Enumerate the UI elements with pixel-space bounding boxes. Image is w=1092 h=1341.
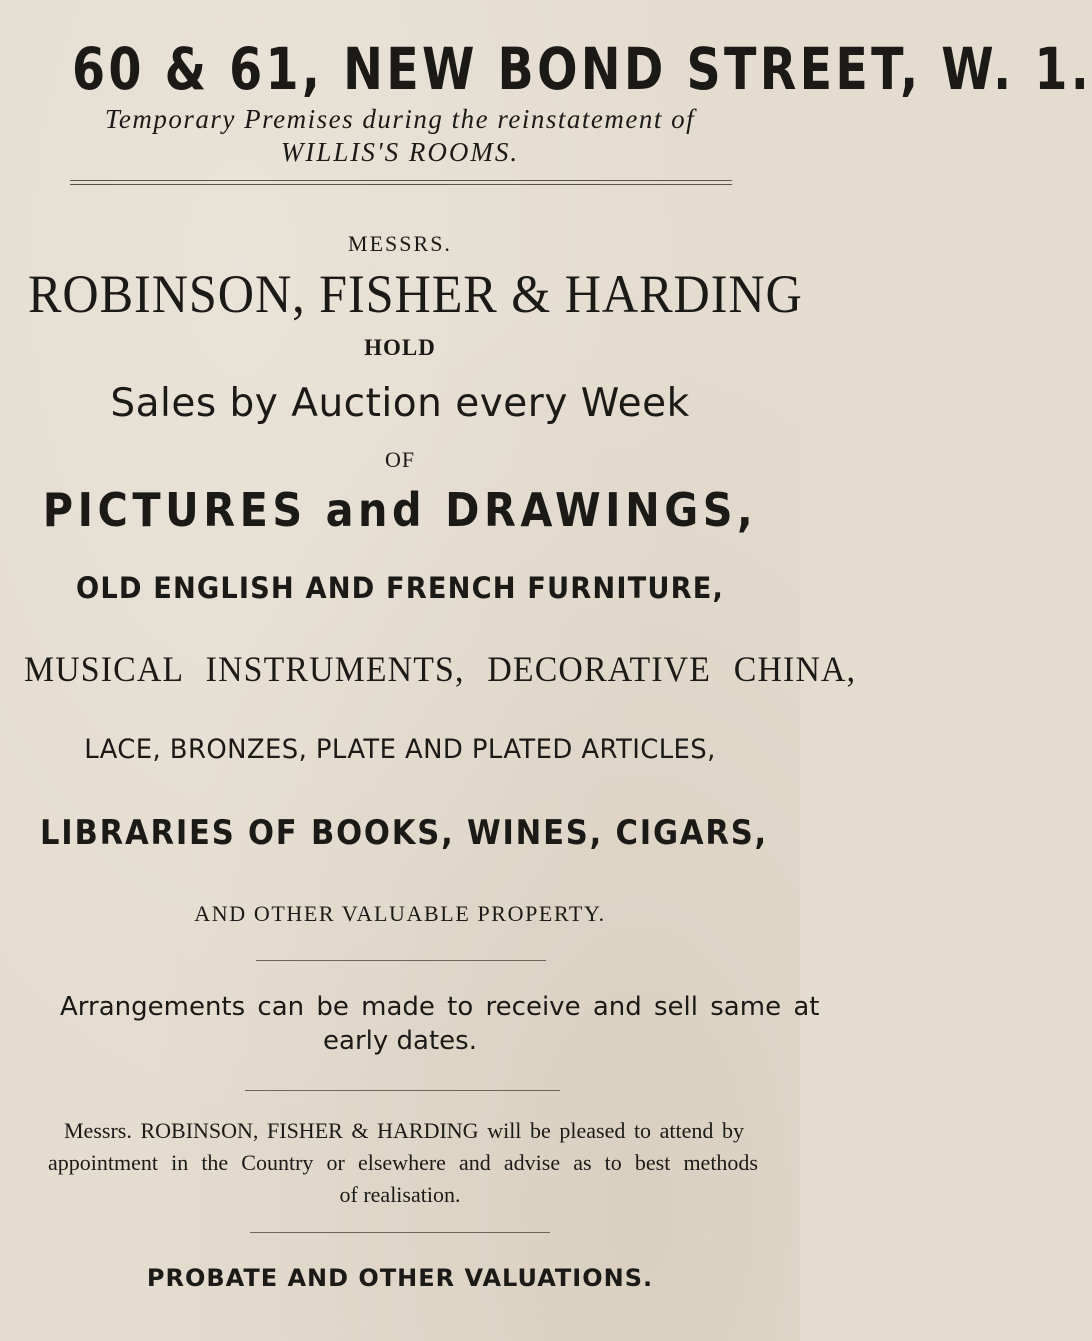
header-divider-bottom (70, 184, 732, 185)
notice-messrs: Messrs. (64, 1118, 132, 1143)
of-label: OF (384, 447, 416, 472)
section-divider (245, 1090, 560, 1091)
firm-name: ROBINSON, FISHER & HARDING (28, 264, 803, 324)
notice-firm-names: ROBINSON, FISHER & HARDING (140, 1118, 479, 1143)
category-furniture: OLD ENGLISH AND FRENCH FURNITURE, (76, 571, 724, 605)
sales-line: Sales by Auction every Week (110, 381, 690, 426)
notice-line-2: appointment in the Country or elsewhere and advise as to best methods (48, 1150, 758, 1175)
address-heading: 60 & 61, NEW BOND STREET, W. 1. (72, 35, 1092, 103)
category-libraries: LIBRARIES OF BOOKS, WINES, CIGARS, (40, 813, 768, 853)
other-property-line: AND OTHER VALUABLE PROPERTY. (194, 901, 606, 926)
category-lace: LACE, BRONZES, PLATE AND PLATED ARTICLES, (84, 734, 716, 765)
section-divider (250, 1232, 550, 1233)
temporary-premises-line: Temporary Premises during the reinstatement of (104, 104, 696, 134)
arrangements-line-1: Arrangements can be made to receive and sell same at (60, 992, 820, 1022)
hold-label: HOLD (364, 335, 436, 360)
willis-rooms-line: WILLIS'S ROOMS. (280, 137, 520, 167)
messrs-label: MESSRS. (348, 231, 452, 256)
category-pictures: PICTURES and DRAWINGS, (42, 483, 758, 537)
notice-line-3: of realisation. (339, 1182, 461, 1207)
notice-line-1-rest: will be pleased to attend by (487, 1118, 745, 1143)
notice-line-1 (64, 1116, 744, 1146)
probate-valuations: PROBATE AND OTHER VALUATIONS. (146, 1264, 654, 1292)
section-divider (256, 960, 546, 961)
header-divider-top (70, 180, 732, 181)
category-musical: MUSICAL INSTRUMENTS, DECORATIVE CHINA, (24, 649, 857, 689)
arrangements-line-2: early dates. (323, 1026, 477, 1056)
